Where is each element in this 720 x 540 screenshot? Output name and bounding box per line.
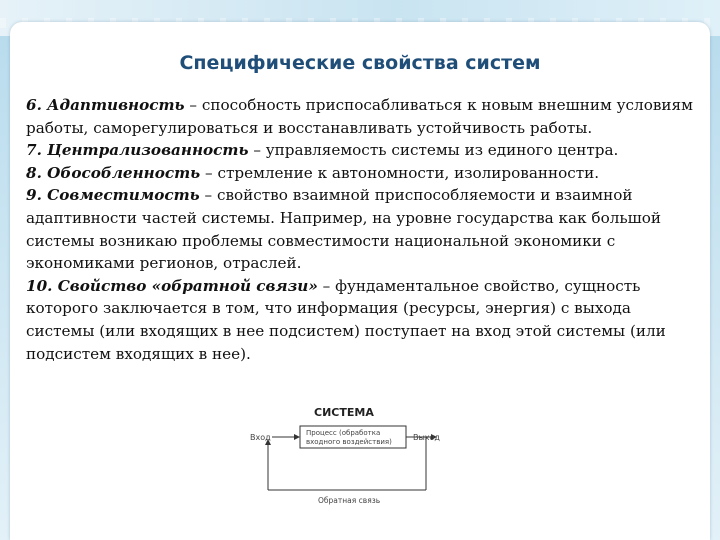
diagram-title: СИСТЕМА [314, 406, 374, 419]
diagram-lines [236, 404, 476, 534]
property-term: 9. Совместимость [26, 186, 200, 205]
property-term: 10. Свойство «обратной связи» [26, 276, 318, 295]
feedback-label: Обратная связь [318, 496, 381, 505]
slide-title: Специфические свойства систем [179, 52, 541, 74]
property-6 [26, 94, 696, 139]
property-definition: – управляемость системы из единого центра. [248, 141, 619, 160]
process-label: Процесс (обработка входного воздействия) [306, 429, 392, 446]
properties-text [26, 94, 696, 365]
property-9 [26, 184, 696, 274]
input-label: Вход [250, 433, 271, 442]
property-definition: – стремление к автономности, изолированности. [200, 163, 600, 182]
property-term: 8. Обособленность [26, 163, 201, 182]
property-7 [26, 139, 696, 162]
property-definition: – способность приспосабливаться к новым внешним условиям работы, саморегулироваться и восстанавливать устойчивость работы. [26, 96, 693, 137]
property-8 [26, 162, 696, 185]
property-10 [26, 275, 696, 365]
system-diagram [236, 404, 476, 534]
output-label: Выход [413, 433, 440, 442]
property-term: 6. Адаптивность [26, 96, 185, 114]
property-term: 7. Централизованность [26, 141, 249, 160]
property-definition: – свойство взаимной приспособляемости и взаимной адаптивности частей системы. Например, на уровне государства как большой системы возникаю проблемы совместимости национальной экономики с экономиками регионов, отраслей. [26, 186, 662, 273]
property-definition: – фундаментальное свойство, сущность которого заключается в том, что информация (ресурсы, энергия) с выхода системы (или входящих в нее подсистем) поступает на вход этой системы (или подсистем входящих в нее). [26, 276, 666, 363]
